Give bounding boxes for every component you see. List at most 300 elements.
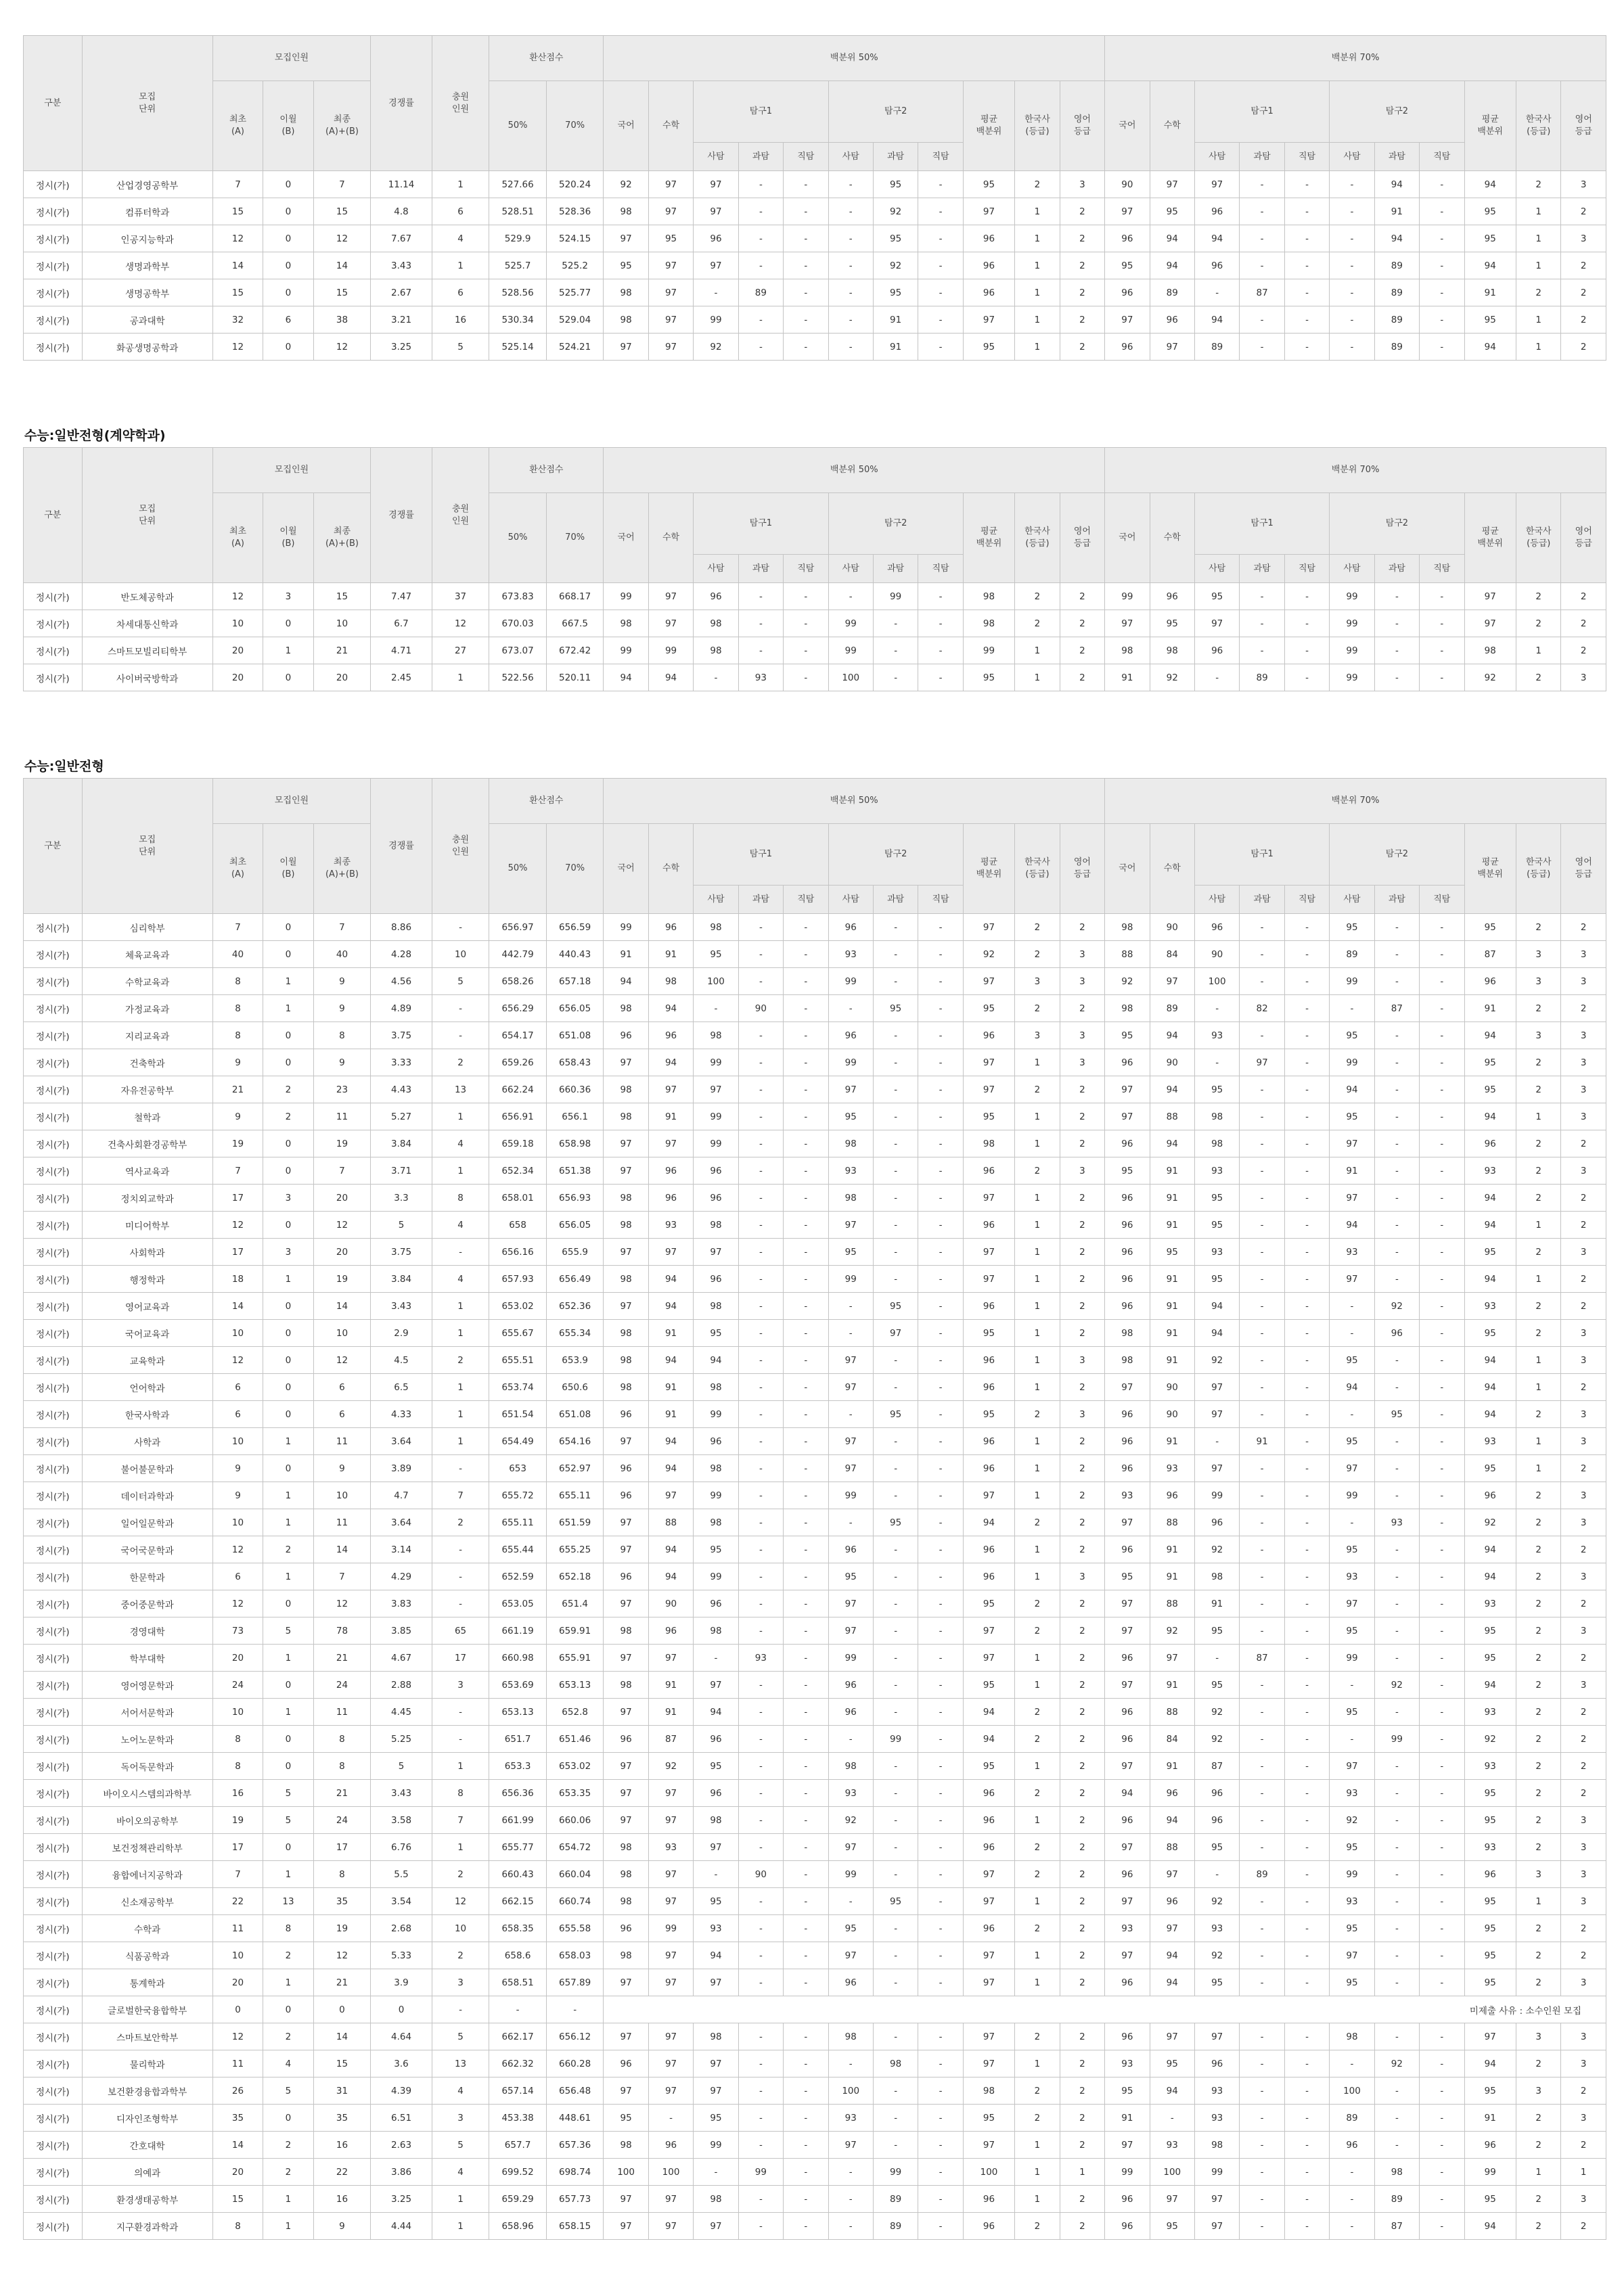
table-cell: -: [1374, 1347, 1419, 1374]
table-cell: 수학과: [82, 1915, 212, 1942]
table-cell: 95: [1150, 198, 1194, 225]
table-row: [24, 1022, 1606, 1049]
table-cell: 0: [263, 610, 313, 637]
table-cell: -: [918, 1915, 963, 1942]
table-cell: 2: [1561, 198, 1606, 225]
table-cell: 0: [371, 1996, 432, 2023]
column-header-korean: 국어: [1105, 81, 1150, 171]
table-cell: 7.67: [371, 225, 432, 252]
table-cell: 3: [1561, 1157, 1606, 1185]
table-cell: -: [1284, 1888, 1329, 1915]
table-cell: -: [1420, 1401, 1464, 1428]
table-cell: 9: [212, 1049, 263, 1076]
table-cell: 97: [1105, 1672, 1150, 1699]
table-cell: 656.29: [489, 995, 547, 1022]
table-cell: 디자인조형학부: [82, 2105, 212, 2132]
table-cell: 95: [1194, 1969, 1239, 1996]
table-cell: 94: [1464, 1266, 1516, 1293]
table-cell: 2: [1516, 1482, 1561, 1509]
table-cell: 4.39: [371, 2077, 432, 2105]
table-cell: 3.25: [371, 2186, 432, 2213]
table-cell: -: [1420, 1482, 1464, 1509]
table-cell: -: [1420, 1022, 1464, 1049]
table-cell: 95: [1464, 1076, 1516, 1103]
table-cell: 670.03: [489, 610, 547, 637]
table-cell: -: [1420, 2023, 1464, 2050]
table-cell: 독어독문학과: [82, 1753, 212, 1780]
table-cell: 정시(가): [24, 1185, 83, 1212]
table-cell: 89: [873, 2213, 918, 2240]
table-cell: 95: [1374, 1401, 1419, 1428]
table-cell: 87: [1240, 1645, 1284, 1672]
table-cell: -: [1374, 1861, 1419, 1888]
table-cell: 행정학과: [82, 1266, 212, 1293]
table-cell: 97: [604, 1807, 648, 1834]
table-cell: -: [1420, 1212, 1464, 1239]
table-row: [24, 941, 1606, 968]
column-header-competition: 경쟁률: [371, 779, 432, 914]
table-cell: 99: [604, 583, 648, 610]
table-cell: 91: [1150, 1347, 1194, 1374]
table-cell: 96: [828, 1536, 873, 1563]
table-cell: -: [1240, 306, 1284, 334]
table-cell: 1: [432, 252, 489, 279]
table-cell: 655.91: [546, 1645, 604, 1672]
table-cell: 21: [313, 637, 371, 664]
table-cell: 6: [212, 1374, 263, 1401]
column-header-vocational: 직탐: [1284, 143, 1329, 171]
table-cell: 3: [1561, 2023, 1606, 2050]
table-cell: 4: [432, 1130, 489, 1157]
table-cell: 97: [604, 2077, 648, 2105]
table-cell: 3: [1060, 171, 1104, 198]
table-cell: -: [784, 995, 828, 1022]
column-header-percentile-70: 백분위 70%: [1105, 779, 1606, 824]
table-cell: -: [1420, 1130, 1464, 1157]
table-row: [24, 1536, 1606, 1563]
table-cell: 99: [1464, 2159, 1516, 2186]
table-cell: -: [1284, 1726, 1329, 1753]
column-header-extra: 충원 인원: [432, 779, 489, 914]
table-cell: 657.14: [489, 2077, 547, 2105]
table-cell: -: [1330, 198, 1374, 225]
table-cell: 658.35: [489, 1915, 547, 1942]
table-cell: -: [1284, 1049, 1329, 1076]
table-cell: 2: [263, 2159, 313, 2186]
table-cell: 97: [963, 1645, 1014, 1672]
table-row: [24, 1157, 1606, 1185]
table-cell: -: [1284, 1157, 1329, 1185]
table-cell: 91: [1194, 1590, 1239, 1617]
table-cell: 94: [963, 1509, 1014, 1536]
table-cell: 3: [263, 1239, 313, 1266]
table-cell: 99: [1194, 1482, 1239, 1509]
table-cell: 21: [313, 1780, 371, 1807]
table-cell: 2: [1060, 334, 1104, 361]
column-header-recruit: 모집인원: [212, 448, 370, 493]
table-cell: 95: [873, 995, 918, 1022]
table-cell: -: [1374, 1536, 1419, 1563]
table-cell: 94: [1105, 1780, 1150, 1807]
table-cell: 22: [212, 1888, 263, 1915]
table-cell: 97: [1150, 1645, 1194, 1672]
table-cell: 26: [212, 2077, 263, 2105]
table-cell: 97: [1194, 2213, 1239, 2240]
table-cell: 660.98: [489, 1645, 547, 1672]
table-cell: -: [918, 1157, 963, 1185]
table-cell: 97: [604, 1645, 648, 1672]
table-cell: 2: [1516, 1563, 1561, 1590]
table-cell: -: [784, 2159, 828, 2186]
table-cell: 4.67: [371, 1645, 432, 1672]
table-cell: 20: [313, 1239, 371, 1266]
table-cell: 96: [1464, 1861, 1516, 1888]
table-cell: 94: [1330, 1374, 1374, 1401]
table-cell: 93: [1105, 1915, 1150, 1942]
table-cell: 96: [694, 1780, 738, 1807]
results-section: [23, 426, 1606, 691]
table-cell: 88: [1150, 1699, 1194, 1726]
table-cell: 2: [1060, 1428, 1104, 1455]
table-cell: 94: [1464, 1401, 1516, 1428]
table-cell: -: [918, 1049, 963, 1076]
table-cell: 530.34: [489, 306, 547, 334]
table-cell: -: [873, 1185, 918, 1212]
table-cell: 95: [1150, 1239, 1194, 1266]
table-cell: 528.51: [489, 198, 547, 225]
table-cell: -: [784, 1969, 828, 1996]
table-cell: 97: [963, 198, 1014, 225]
table-cell: -: [1420, 1942, 1464, 1969]
table-cell: -: [738, 1942, 783, 1969]
table-cell: -: [918, 2213, 963, 2240]
table-cell: -: [784, 1590, 828, 1617]
table-cell: 정시(가): [24, 1834, 83, 1861]
table-cell: -: [1284, 1428, 1329, 1455]
table-cell: 653.35: [546, 1780, 604, 1807]
table-cell: 2: [263, 1942, 313, 1969]
table-cell: 96: [1105, 1807, 1150, 1834]
table-cell: 98: [604, 1320, 648, 1347]
table-cell: 0: [263, 1996, 313, 2023]
table-cell: 5: [371, 1212, 432, 1239]
table-cell: 3.14: [371, 1536, 432, 1563]
table-cell: 98: [694, 637, 738, 664]
table-cell: -: [1284, 2050, 1329, 2077]
table-cell: 84: [1150, 941, 1194, 968]
table-cell: -: [873, 1834, 918, 1861]
table-cell: 데이터과학과: [82, 1482, 212, 1509]
table-cell: -: [1284, 2077, 1329, 2105]
table-cell: 93: [828, 1157, 873, 1185]
column-header-unit: 모집 단위: [82, 36, 212, 171]
table-cell: 컴퓨터학과: [82, 198, 212, 225]
table-cell: 의예과: [82, 2159, 212, 2186]
table-cell: -: [828, 1293, 873, 1320]
table-cell: -: [873, 1617, 918, 1645]
table-cell: 2: [1516, 610, 1561, 637]
table-cell: 3.64: [371, 1428, 432, 1455]
table-cell: 96: [1105, 1130, 1150, 1157]
table-cell: 2: [1516, 583, 1561, 610]
table-cell: 96: [1194, 198, 1239, 225]
table-cell: 14: [212, 1293, 263, 1320]
table-cell: 1: [263, 1969, 313, 1996]
column-header-social: 사탐: [1330, 886, 1374, 914]
table-cell: -: [738, 2132, 783, 2159]
table-cell: 2: [1060, 1834, 1104, 1861]
table-cell: 2: [432, 1861, 489, 1888]
table-cell: 95: [1330, 1834, 1374, 1861]
table-cell: 653.74: [489, 1374, 547, 1401]
column-header-inquiry1: 탐구1: [1194, 493, 1329, 555]
table-cell: 94: [694, 1699, 738, 1726]
table-cell: -: [694, 995, 738, 1022]
table-cell: -: [918, 1834, 963, 1861]
table-cell: -: [738, 1157, 783, 1185]
table-cell: 3: [1561, 1672, 1606, 1699]
table-cell: 93: [738, 1645, 783, 1672]
table-cell: 2.68: [371, 1915, 432, 1942]
table-cell: 1: [1015, 334, 1060, 361]
table-cell: 1: [1015, 1320, 1060, 1347]
table-cell: 94: [1330, 1076, 1374, 1103]
table-cell: 정시(가): [24, 1455, 83, 1482]
table-cell: 13: [432, 2050, 489, 2077]
table-cell: -: [918, 1428, 963, 1455]
table-cell: -: [1240, 1915, 1284, 1942]
table-cell: 3: [1561, 1861, 1606, 1888]
table-cell: 98: [604, 1212, 648, 1239]
table-cell: 2.88: [371, 1672, 432, 1699]
table-row: [24, 583, 1606, 610]
table-cell: 12: [212, 1536, 263, 1563]
table-cell: 97: [604, 1428, 648, 1455]
table-cell: 97: [1330, 1942, 1374, 1969]
table-cell: 0: [263, 1590, 313, 1617]
table-cell: -: [828, 2050, 873, 2077]
table-cell: -: [918, 1212, 963, 1239]
table-cell: 심리학부: [82, 914, 212, 941]
table-cell: 89: [1240, 664, 1284, 691]
table-cell: 653.05: [489, 1590, 547, 1617]
table-cell: -: [918, 2050, 963, 2077]
table-cell: -: [873, 1590, 918, 1617]
table-cell: 93: [1464, 1699, 1516, 1726]
table-cell: 87: [648, 1726, 693, 1753]
table-cell: 2: [1015, 2105, 1060, 2132]
table-cell: -: [918, 1293, 963, 1320]
table-cell: 3: [1561, 1320, 1606, 1347]
table-cell: 652.8: [546, 1699, 604, 1726]
table-header: [24, 779, 1606, 914]
table-cell: 654.16: [546, 1428, 604, 1455]
column-header-first: 최초 (A): [212, 493, 263, 583]
table-cell: -: [432, 1699, 489, 1726]
table-cell: -: [1240, 610, 1284, 637]
table-cell: -: [784, 1482, 828, 1509]
column-header-transfer: 이월 (B): [263, 493, 313, 583]
table-cell: -: [918, 1347, 963, 1374]
table-cell: -: [784, 334, 828, 361]
table-cell: 24: [313, 1672, 371, 1699]
table-cell: -: [1420, 637, 1464, 664]
table-cell: 2: [1561, 1293, 1606, 1320]
table-cell: 97: [1105, 1753, 1150, 1780]
table-cell: 656.49: [546, 1266, 604, 1293]
table-cell: 2: [1015, 1509, 1060, 1536]
table-cell: -: [1330, 225, 1374, 252]
table-cell: 불어불문학과: [82, 1455, 212, 1482]
table-cell: 94: [648, 1293, 693, 1320]
table-cell: 11: [212, 2050, 263, 2077]
table-cell: -: [1420, 1374, 1464, 1401]
table-cell: 한문학과: [82, 1563, 212, 1590]
table-cell: 5: [371, 1753, 432, 1780]
table-cell: -: [918, 610, 963, 637]
table-cell: 91: [1374, 198, 1419, 225]
table-row: [24, 1969, 1606, 1996]
table-cell: -: [784, 1212, 828, 1239]
results-section: [23, 35, 1606, 361]
table-cell: 97: [873, 1320, 918, 1347]
table-cell: 91: [1330, 1157, 1374, 1185]
table-cell: 95: [1464, 1780, 1516, 1807]
table-cell: -: [918, 941, 963, 968]
column-header-english: 영어 등급: [1060, 493, 1104, 583]
table-cell: 2: [263, 2132, 313, 2159]
table-cell: 2: [1060, 1726, 1104, 1753]
table-row: [24, 1103, 1606, 1130]
table-cell: 97: [604, 1239, 648, 1266]
table-cell: 정시(가): [24, 914, 83, 941]
table-cell: 97: [648, 2023, 693, 2050]
table-cell: 2: [1561, 914, 1606, 941]
table-cell: 97: [604, 1536, 648, 1563]
table-cell: 89: [1330, 941, 1374, 968]
table-cell: 3: [1561, 2105, 1606, 2132]
table-cell: 96: [694, 1266, 738, 1293]
table-cell: 96: [963, 1157, 1014, 1185]
table-cell: 정시(가): [24, 1049, 83, 1076]
table-cell: 4: [263, 2050, 313, 2077]
table-cell: -: [1284, 252, 1329, 279]
table-cell: 97: [1105, 198, 1150, 225]
table-cell: 97: [1105, 1103, 1150, 1130]
table-cell: 97: [1330, 1590, 1374, 1617]
table-cell: 662.15: [489, 1888, 547, 1915]
table-cell: 9: [313, 1049, 371, 1076]
table-cell: -: [828, 2213, 873, 2240]
table-row: [24, 225, 1606, 252]
table-cell: -: [784, 1103, 828, 1130]
column-header-average: 평균 백분위: [963, 81, 1014, 171]
column-header-history: 한국사 (등급): [1015, 81, 1060, 171]
table-cell: -: [784, 1239, 828, 1266]
table-cell: 98: [604, 1103, 648, 1130]
table-cell: -: [1374, 1888, 1419, 1915]
table-cell: -: [784, 914, 828, 941]
table-cell: -: [873, 1780, 918, 1807]
table-cell: 15: [313, 279, 371, 306]
table-cell: 9: [212, 1482, 263, 1509]
table-cell: 1: [1516, 1212, 1561, 1239]
table-cell: 97: [828, 1455, 873, 1482]
table-cell: -: [784, 1699, 828, 1726]
table-cell: -: [738, 1617, 783, 1645]
table-cell: 1: [432, 1293, 489, 1320]
table-cell: 5.5: [371, 1861, 432, 1888]
table-cell: 97: [1194, 610, 1239, 637]
table-cell: 1: [263, 1509, 313, 1536]
table-cell: -: [1194, 1049, 1239, 1076]
column-header-inquiry2: 탐구2: [1330, 493, 1464, 555]
table-cell: -: [1420, 2077, 1464, 2105]
table-cell: 3: [1561, 664, 1606, 691]
table-cell: -: [432, 1536, 489, 1563]
table-cell: 간호대학: [82, 2132, 212, 2159]
table-cell: 100: [648, 2159, 693, 2186]
table-cell: 19: [313, 1915, 371, 1942]
table-cell: -: [694, 2159, 738, 2186]
table-cell: 96: [963, 1915, 1014, 1942]
table-cell: 2: [1561, 2213, 1606, 2240]
table-cell: 98: [604, 995, 648, 1022]
table-cell: 4.8: [371, 198, 432, 225]
table-cell: 2: [263, 1536, 313, 1563]
table-cell: 35: [313, 2105, 371, 2132]
table-cell: 0: [263, 1157, 313, 1185]
table-cell: 98: [694, 1374, 738, 1401]
table-cell: 92: [604, 171, 648, 198]
table-cell: 87: [1374, 995, 1419, 1022]
table-cell: 96: [694, 1185, 738, 1212]
table-cell: 2: [263, 2023, 313, 2050]
table-cell: -: [1420, 2132, 1464, 2159]
table-cell: -: [546, 1996, 604, 2023]
table-cell: 정시(가): [24, 1942, 83, 1969]
table-cell: 94: [1150, 1076, 1194, 1103]
table-cell: -: [738, 2213, 783, 2240]
table-cell: 95: [1105, 1157, 1150, 1185]
table-cell: 국어교육과: [82, 1320, 212, 1347]
table-cell: 2: [1060, 306, 1104, 334]
table-cell: 96: [1464, 1482, 1516, 1509]
table-cell: 3: [1561, 1401, 1606, 1428]
table-cell: 97: [1194, 1374, 1239, 1401]
table-cell: 99: [963, 637, 1014, 664]
table-cell: 97: [1105, 1617, 1150, 1645]
table-cell: 97: [963, 2050, 1014, 2077]
table-cell: 35: [313, 1888, 371, 1915]
table-cell: 2: [1561, 583, 1606, 610]
column-header-vocational: 직탐: [1284, 886, 1329, 914]
table-cell: 4.33: [371, 1401, 432, 1428]
table-cell: 1: [1015, 198, 1060, 225]
table-cell: 지구환경과학과: [82, 2213, 212, 2240]
table-cell: 653.3: [489, 1753, 547, 1780]
table-cell: 0: [263, 279, 313, 306]
table-cell: -: [432, 914, 489, 941]
table-cell: 2: [1516, 995, 1561, 1022]
table-cell: 11: [313, 1428, 371, 1455]
table-cell: 652.34: [489, 1157, 547, 1185]
table-cell: 96: [963, 1374, 1014, 1401]
table-cell: 1: [432, 1103, 489, 1130]
table-cell: 97: [604, 1699, 648, 1726]
table-cell: -: [1420, 610, 1464, 637]
table-cell: 2.9: [371, 1320, 432, 1347]
